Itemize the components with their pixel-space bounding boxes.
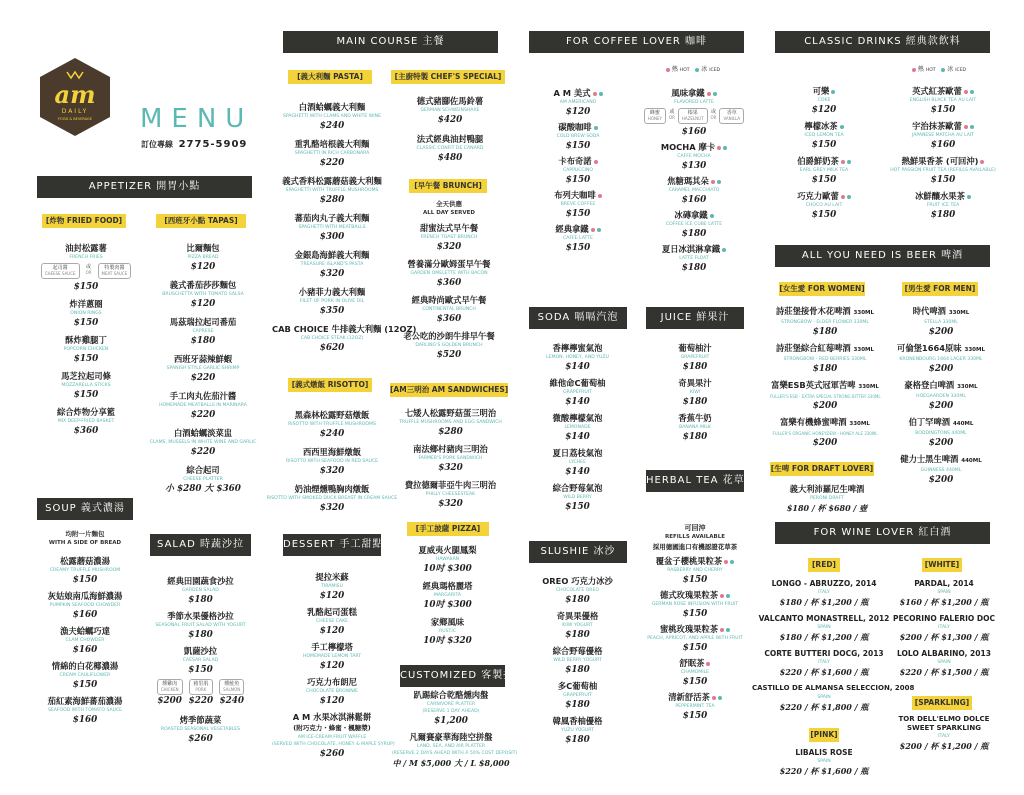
menu-item: 白酒蛤蠣淡菜盅 CLAMS, MUSSELS IN WHITE WINE AND GARLIC $220 [149, 428, 257, 457]
menu-item: TOR DELL'ELMO DOLCE SWEET SPARKLING ITALY $200 / 杯 $1,200 / 瓶 [898, 715, 990, 751]
menu-item: 奶油煙燻鴨胸肉燉飯 RISOTTO WITH SMOKED DUCK BREAST IN CREAM SAUCE $320 [266, 484, 398, 513]
menu-item: 西班牙蒜辣鮮蝦 SPANISH STYLE GARLIC SHRIMP $220 [166, 354, 240, 383]
menu-item: LONGO - ABRUZZO, 2014 ITALY $180 / 杯 $1,200 / 瓶 [771, 579, 877, 607]
menu-item: 義式番茄莎莎麵包 BRUSCHETTA WITH TOMATO SALSA $120 [162, 280, 244, 309]
brunch-list: 全天供應 ALL DAY SERVED 甜蜜法式早午餐 FRENCH TOAST BRUNCH $320 營養滿分歐姆蛋早午餐 GARDEN OMELETTE WITH BACON $360 經典時尚歐式早午餐 CONTINENTAL BRUNCH $360 老公吃的沙朗牛排早午餐 DARLING'S GOLDEN BRUNCH $520 [393, 200, 505, 364]
men-label: [男生愛 FOR MEN] [902, 282, 978, 296]
menu-item: 風味拿鐵 FLAVORED LATTE 蜂蜜 HONEY 或 OR 榛果 HAZELNUT 或 OR 香草 VANILLA $160 [628, 88, 760, 138]
menu-item: 香蕉牛奶 BANANA MILK $180 [678, 413, 712, 442]
customized-list [392, 690, 518, 772]
menu-item: LOLO ALBARINO, 2013 SPAIN $220 / 杯 $1,500 / 瓶 [897, 649, 991, 677]
chef-label: [主廚特製 CHEF'S SPECIAL] [391, 70, 505, 84]
sauce-options [36, 263, 136, 279]
ice-dot-icon [941, 68, 945, 72]
logo-subtext: DAILY [61, 108, 89, 115]
menu-item: 時代啤酒 330ML STELLA 330ML $200 [912, 306, 970, 337]
menu-item: 英式紅茶歐蕾 ENGLISH BLACK TEA AU LAIT $150 [909, 86, 977, 115]
ice-dot-icon [726, 628, 730, 632]
beer-men-list [886, 306, 996, 489]
herbal-tea-header: HERBAL TEA 花草茶 [646, 470, 744, 492]
option-cheese-sauce: 起司醬 CHEESE SAUCE [41, 263, 80, 279]
menu-item: 舒眠茶 CHAMOMILE $150 [679, 658, 710, 687]
menu-item: 蜜桃玫瑰果粒茶 PEACH, APRICOT, AND APPLE WITH FRUIT $150 [647, 624, 743, 653]
brunch-label: [早午餐 BRUNCH] [409, 179, 487, 193]
option-or: 或 OR [710, 109, 717, 120]
menu-item: 甜蜜法式早午餐 FRENCH TOAST BRUNCH $320 [419, 223, 479, 252]
ice-dot-icon [723, 146, 727, 150]
risotto-list [262, 410, 402, 517]
menu-item: 義式香料松露蘑菇義大利麵 SPAGHETTI WITH TRUFFLE MUSHROOMS $280 [282, 176, 382, 205]
menu-item: 炸洋蔥圈 ONION RINGS $150 [69, 299, 103, 328]
menu-item: PECORINO FALERIO DOC ITALY $200 / 杯 $1,300 / 瓶 [893, 614, 995, 642]
menu-item: 奇異果優格 KIWI YOGURT $180 [556, 611, 599, 640]
hot-dot-icon [598, 194, 602, 198]
menu-item: 碳酸咖啡 COLD BREW SODA $150 [556, 122, 600, 151]
ice-dot-icon [695, 68, 699, 72]
menu-item: 白酒蛤蠣義大利麵 SPAGHETTI WITH CLAMS AND WHITE WINE $240 [282, 102, 382, 131]
menu-item: 德式豬腳佐馬鈴薯 GERMAN SCHWEINSHAXE $420 [416, 96, 484, 125]
hot-dot-icon [591, 228, 595, 232]
soda-header: SODA 嗝嗝汽泡 [529, 307, 627, 329]
menu-item: 七矮人松露野菇蛋三明治 TRUFFLE MUSHROOMS AND EGG SANDWICH $280 [399, 408, 502, 437]
hot-dot-icon [707, 92, 711, 96]
menu-item: 巧克力歐蕾 CHOCO AU LAIT $150 [772, 191, 876, 221]
menu-item: 義大利沛羅尼生啤酒 PERONI DRAFT $180 / 杯 $680 / 壺 [786, 484, 868, 513]
risotto-label: [義式燉飯 RISOTTO] [288, 378, 372, 392]
juice-list [640, 343, 750, 446]
ice-dot-icon [722, 248, 726, 252]
sandwich-list [393, 408, 508, 513]
menu-item: 富樂有機蜂蜜啤酒 330ML FULLER'S ORGANIC HONEYDEW - HONEY ALE 330ML $200 [772, 417, 878, 448]
hot-dot-icon [594, 160, 598, 164]
menu-item: 伯爵鮮奶茶 EARL GREY MILK TEA $150 [772, 156, 876, 186]
pizza-list [395, 545, 500, 650]
menu-item: 檸檬冰茶 ICED LEMON TEA $150 [804, 121, 844, 150]
beer-header: ALL YOU NEED IS BEER 啤酒 [775, 245, 990, 267]
menu-title: MENU [140, 104, 254, 134]
menu-item: 健力士黑生啤酒 440ML GUINNESS 440ML $200 [900, 454, 982, 485]
herbal-list: 可回沖 REFILLS AVAILABLE 採用德國進口有機認證花草茶 覆盆子櫻桃果粒茶 RASBERRY AND CHERRY $150 德式玫瑰果粒茶 GERMAN ROSE INFUSION WITH FRUIT $150 蜜桃玫瑰果粒茶 PEACH, APRICOT, AND APPLE WITH FRUIT $150 舒眠茶 CHAMOMILE $150 清新舒活茶 PEPPERMINT TEA $150 [628, 523, 762, 725]
menu-item: PARDAL, 2014 SPAIN $160 / 杯 $1,200 / 瓶 [899, 579, 989, 607]
menu-item: 茄紅素海鮮蕃茄濃湯 SEAFOOD WITH TOMATO SAUCE $160 [47, 696, 123, 725]
menu-item: 清新舒活茶 PEPPERMINT TEA $150 [628, 692, 762, 722]
addon-pork: 豬里肌 PORK $220 [188, 681, 214, 706]
option-hazelnut: 榛果 HAZELNUT [678, 108, 708, 124]
coffee-header: FOR COFFEE LOVER 咖啡 [529, 31, 744, 53]
addon-chicken: 燻雞肉 CHICKEN $200 [157, 681, 182, 706]
menu-item: 手工肉丸佐茄汁醬 HOMEMADE MEATBALLS IN MARINARA $220 [159, 391, 247, 420]
menu-item: 卡布奇諾 CAPPUCCINO $150 [530, 156, 626, 186]
option-honey: 蜂蜜 HONEY [644, 108, 666, 124]
wine-sparkling-list [892, 715, 996, 755]
soup-header: SOUP 義式濃湯 [37, 498, 133, 520]
hot-dot-icon [666, 68, 670, 72]
hot-dot-icon [712, 696, 716, 700]
ice-dot-icon [847, 160, 851, 164]
hot-dot-icon [711, 180, 715, 184]
coffee-right-list [628, 88, 760, 277]
menu-item: CORTE BUTTERI DOCG, 2013 ITALY $220 / 杯 $1,600 / 瓶 [764, 649, 884, 677]
hot-dot-icon [706, 662, 710, 666]
reservation-phone [141, 139, 247, 150]
menu-item: 金銀島海鮮義大利麵 TREASURE ISLAND'S PASTA $320 [294, 250, 370, 279]
soda-list [525, 343, 630, 516]
classic-drinks-header: CLASSIC DRINKS 經典款飲料 [775, 31, 990, 53]
menu-item: 法式經典油封鴨腿 CLASSIC CONFIT DE CANARD $480 [416, 134, 484, 163]
flavor-options [628, 108, 760, 124]
menu-item: LIBALIS ROSE SPAIN $220 / 杯 $1,600 / 瓶 [779, 748, 869, 776]
wine-white-list [892, 578, 996, 681]
hot-dot-icon [720, 628, 724, 632]
menu-item: 香檸檸蜜氣泡 LEMON, HONEY, AND YUZU $140 [546, 343, 609, 372]
menu-item: 家鄉風味 RUSTIC 10吋 $320 [423, 617, 472, 646]
phone-number: 2775-5909 [178, 139, 248, 150]
white-label: [WHITE] [922, 558, 962, 572]
ice-dot-icon [718, 696, 722, 700]
pink-label: [PINK] [809, 728, 839, 742]
wine-pink-list [752, 747, 896, 780]
beer-draft-list [775, 484, 879, 517]
slushie-list [525, 576, 630, 749]
logo-wordmark: am [54, 80, 96, 109]
customized-header: CUSTOMIZED 客製拼盤 [400, 665, 505, 687]
addon-salmon: 燻鮭魚 SALMON $240 [219, 681, 244, 706]
ice-dot-icon [710, 214, 714, 218]
dessert-header: DESSERT 手工甜點 [283, 534, 381, 556]
menu-item: 凡爾賽豪華海陸空拼盤 LAND, SEA, AND AIR PLATTER (RESERVE 2 DAYS AHEAD WITH A 50% COST DEPOSIT) 中 / M $5,000 大 / L $8,000 [392, 732, 518, 768]
menu-item: CASTILLO DE ALMANSA SELECCION, 2008 SPAIN $220 / 杯 $1,800 / 瓶 [752, 684, 915, 712]
ice-dot-icon [970, 90, 974, 94]
phone-label: 訂位專線 [141, 140, 173, 149]
juice-header: JUICE 鮮果汁 [646, 307, 744, 329]
menu-item: 巧克力布朗尼 CHOCOLATE BROWNIE $120 [306, 677, 358, 706]
wine-red-list [752, 578, 915, 716]
sparkling-label: [SPARKLING] [912, 696, 972, 710]
menu-item: 西西里海鮮燉飯 RISOTTO WITH SEAFOOD IN RED SAUCE $320 [285, 447, 379, 476]
menu-item: 冰鮮釀水果茶 FRUIT ICE TEA $180 [880, 191, 1006, 221]
red-label: [RED] [808, 558, 840, 572]
menu-item: 焦糖瑪其朵 CARAMEL MACCHIATO $160 [667, 176, 720, 205]
option-or: 或 OR [668, 109, 675, 120]
menu-item: 老公吃的沙朗牛排早午餐 DARLING'S GOLDEN BRUNCH $520 [403, 331, 495, 360]
menu-item: 松露蘑菇濃湯 CREAMY TRUFFLE MUSHROOM $150 [49, 556, 121, 585]
ice-dot-icon [967, 195, 971, 199]
menu-item: CAB CHOICE 牛排義大利麵 (12OZ) CAB CHOICE STEAK (12OZ) $620 [272, 324, 417, 353]
brand-logo [37, 56, 113, 138]
menu-item: 綜合野莓氣泡 WILD BERRY $150 [552, 483, 603, 512]
menu-item: 馬芝拉起司條 MOZZARELLA STICKS $150 [61, 371, 111, 400]
menu-item: 手工檸檬塔 HOMEMADE LEMON TART $120 [302, 642, 362, 671]
menu-item: 小豬菲力義大利麵 FILET OF PORK IN OLIVE OIL $350 [298, 287, 366, 316]
menu-item: 宇治抹茶歐蕾 JAPANESE MATCHA AU LAIT $160 [911, 121, 975, 150]
salad-addons [143, 679, 258, 707]
menu-item: 費拉德爾菲亞牛肉三明治 PHILLY CHEESESTEAK $320 [404, 480, 497, 509]
menu-item: 可樂 COKE $120 [811, 86, 837, 115]
hot-dot-icon [841, 195, 845, 199]
soup-list: 均附一片麵包 WITH A SIDE OF BREAD 松露蘑菇濃湯 CREAMY TRUFFLE MUSHROOM $150 灰姑娘南瓜海鮮濃湯 PUMPKIN SEAFOOD CHOWDER $160 漁夫蛤蠣巧達 CLAM CHOWDER $160 情綿的白花椰濃湯 CREAM CAULIFLOWER $150 茄紅素海鮮蕃茄濃湯 SEAFOOD WITH TOMATO SAUCE $160 [30, 530, 140, 729]
menu-item: 南法鄉村豬肉三明治 FARMER'S PORK SANDWICH $320 [413, 444, 488, 473]
ice-dot-icon [726, 594, 730, 598]
hot-dot-icon [593, 92, 597, 96]
appetizer-header: APPETIZER 開胃小點 [37, 176, 252, 198]
hot-dot-icon [912, 68, 916, 72]
menu-item: 綜合炸物分享籃 MIX DEEP-FRIED BASKET $360 [56, 407, 116, 436]
menu-item: 豪格登白啤酒 330ML HOEGAARDEN 330ML $200 [904, 380, 978, 411]
menu-item: 德式玫瑰果粒茶 GERMAN ROSE INFUSION WITH FRUIT $150 [651, 590, 739, 619]
ice-dot-icon [713, 92, 717, 96]
menu-item: 凱薩沙拉 CAESAR SALAD $150 [182, 646, 219, 675]
option-or: 或 OR [85, 264, 92, 275]
menu-item: VALCANTO MONASTRELL, 2012 SPAIN $180 / 杯 $1,200 / 瓶 [758, 614, 890, 642]
classic-right-list [880, 86, 1006, 224]
coffee-temp-legend: 熱 HOT 冰 ICED [664, 64, 720, 73]
dessert-list [272, 572, 395, 763]
hot-dot-icon [841, 160, 845, 164]
fried-list [36, 243, 136, 440]
menu-item: MOCHA 摩卡 CAFFE MOCHA $130 [628, 142, 760, 172]
tapas-list [148, 243, 258, 498]
menu-item: 可倫堡1664原味 330ML KRONENBOURG 1664 LAGER 330ML $200 [897, 343, 985, 374]
ice-dot-icon [597, 228, 601, 232]
option-vanilla: 香草 VANILLA [719, 108, 744, 124]
menu-item: 詩莊堡接骨木花啤酒 330ML STRONGBOW - ELDER FLOWER 330ML $180 [775, 306, 875, 337]
ice-dot-icon [730, 560, 734, 564]
menu-item: A M 美式 AM AMERICANO $120 [530, 88, 626, 118]
menu-item: A M 水果冰淇淋鬆餅 (附巧克力・蜂蜜・楓糖漿) AM ICE-CREAM FRUIT WAFFLE (SERVED WITH CHOCOLATE, HONEY & MAPLE SYRUP) $260 [272, 712, 395, 759]
pasta-label: [義大利麵 PASTA] [288, 70, 372, 84]
logo-tagline: FOOD & BEVERAGE [58, 117, 92, 121]
ice-dot-icon [717, 180, 721, 184]
women-label: [女生愛 FOR WOMEN] [779, 282, 865, 296]
menu-item: 酥炸雞腿丁 POPCORN CHICKEN $150 [63, 335, 109, 364]
classic-temp-legend: 熱 HOT 冰 ICED [910, 64, 966, 73]
menu-item: 綜合野莓優格 WILD BERRY YOGURT $180 [552, 646, 603, 675]
ice-dot-icon [599, 92, 603, 96]
menu-item: 夏日荔枝氣泡 LYCHEE $140 [552, 448, 603, 477]
menu-item: 情綿的白花椰濃湯 CREAM CAULIFLOWER $150 [51, 661, 119, 690]
menu-item: 經典時尚歐式早午餐 CONTINENTAL BRUNCH $360 [411, 295, 487, 324]
menu-item: 重乳酪培根義大利麵 SPAGHETTI IN RICH CARBONARA $220 [294, 139, 370, 168]
menu-item: 冰磚拿鐵 COFFEE ICE CUBE LATTE $180 [665, 210, 723, 239]
menu-item: 乳酪起司蛋糕 CHEESE CAKE $120 [307, 607, 357, 636]
hot-dot-icon [720, 594, 724, 598]
ice-dot-icon [831, 90, 835, 94]
coffee-left-list [530, 88, 626, 257]
pasta-list [272, 102, 417, 357]
menu-item: 夏威夷火腿鳳梨 HAWAIIAN 10吋 $300 [418, 545, 477, 574]
classic-left-list [772, 86, 876, 224]
menu-item: 蕃茄肉丸子義大利麵 SPAGHETTI WITH MEATBALLS $300 [294, 213, 370, 242]
menu-item: 烤季節蔬菜 ROASTED SEASONAL VEGETABLES $260 [160, 715, 241, 744]
salad-list [143, 576, 258, 748]
sandwich-label: [AM三明治 AM SANDWICHES] [390, 383, 508, 397]
hot-dot-icon [964, 125, 968, 129]
menu-item: 營養滿分歐姆蛋早午餐 GARDEN OMELETTE WITH BACON $360 [407, 259, 491, 288]
menu-item: 比爾麵包 PIZZA BREAD $120 [186, 243, 220, 272]
fried-label: [炸物 FRIED FOOD] [42, 214, 126, 228]
menu-item: 維他命C葡萄柚 GRAPEFRUIT $140 [549, 378, 606, 407]
tapas-label: [西班牙小點 TAPAS] [156, 214, 246, 228]
draft-label: [生啤 FOR DRAFT LOVER] [770, 462, 874, 476]
beer-women-list [770, 306, 880, 452]
option-meat-sauce: 特製肉醬 MEAT SAUCE [98, 263, 132, 279]
menu-item: 熱鮮果香茶 (可回沖) HOT PASSION FRUIT TEA (REFILLS AVAILABLE) $150 [890, 156, 996, 185]
hot-dot-icon [717, 146, 721, 150]
menu-item: 富樂ESB英式冠軍苦啤 330ML FULLER'S ESB - EXTRA SPECIAL STRONG BITTER 330ML $200 [770, 380, 881, 411]
menu-item: 覆盆子櫻桃果粒茶 RASBERRY AND CHERRY $150 [628, 556, 762, 586]
main-course-header: MAIN COURSE 主餐 [283, 31, 498, 53]
menu-item: 漁夫蛤蠣巧達 CLAM CHOWDER $160 [60, 626, 110, 655]
ice-dot-icon [594, 126, 598, 130]
menu-item: 油封松露薯 FRENCH FRIES 起司醬 CHEESE SAUCE 或 OR 特製肉醬 MEAT SAUCE $150 [36, 243, 136, 293]
chef-list [395, 96, 505, 167]
menu-item: 布列夫咖啡 BREVE COFFEE $150 [530, 190, 626, 220]
ice-dot-icon [970, 125, 974, 129]
slushie-header: SLUSHIE 冰沙 [529, 541, 627, 563]
menu-item: 微酸檸檬氣泡 LEMONADE $140 [552, 413, 603, 442]
menu-item: 經典田園蔬食沙拉 GARDEN SALAD $180 [167, 576, 234, 605]
hot-dot-icon [980, 160, 984, 164]
menu-item: 季節水果優格沙拉 SEASONAL FRUIT SALAD WITH YOGURT $180 [155, 611, 246, 640]
menu-item: 馬茲瑞拉起司番茄 CAPRESE $180 [169, 317, 237, 346]
ice-dot-icon [840, 125, 844, 129]
pizza-label: [手工披薩 PIZZA] [407, 522, 489, 536]
menu-item: 趴踢綜合乾酪燻肉盤 CARNIVORE PLATTER (RESERVE 1 DAY AHEAD) $1,200 [413, 690, 489, 726]
menu-item: 葡萄柚汁 GRAPEFRUIT $180 [678, 343, 712, 372]
menu-item: 伯丁罕啤酒 440ML BODDINGTONS 440ML $200 [908, 417, 974, 448]
hot-dot-icon [964, 90, 968, 94]
menu-item: 黑森林松露野菇燉飯 RISOTTO WITH TRUFFLE MUSHROOMS $240 [288, 410, 376, 439]
ice-dot-icon [847, 195, 851, 199]
menu-item: 提拉米蘇 TIRAMISU $120 [315, 572, 349, 601]
menu-item: 多C葡萄柚 GRAPEFRUIT $180 [557, 681, 598, 710]
hot-dot-icon [724, 560, 728, 564]
wine-header: FOR WINE LOVER 紅白酒 [775, 522, 990, 544]
menu-item: 奇異果汁 KIWI $180 [678, 378, 712, 407]
menu-item: 夏日冰淇淋拿鐵 LATTE FLOAT $180 [628, 244, 760, 274]
menu-item: 綜合起司 CHEESE PLATTER 小 $280 大 $360 [165, 465, 241, 494]
menu-item: 灰姑娘南瓜海鮮濃湯 PUMPKIN SEAFOOD CHOWDER $160 [47, 591, 123, 620]
menu-item: OREO 巧克力冰沙 CHOCOLATE OREO $180 [542, 576, 613, 605]
menu-item: 經典瑪格麗塔 MARGARITA 10吋 $300 [422, 581, 473, 610]
salad-header: SALAD 時蔬沙拉 [150, 534, 251, 556]
menu-item: 經典拿鐵 CAFFE LATTE $150 [530, 224, 626, 254]
menu-item: 韓風香柚優格 YUZU YOGURT $180 [552, 716, 603, 745]
menu-item: 詩莊堡綜合紅莓啤酒 330ML STRONGBOW - RED BERRIES 330ML $180 [775, 343, 875, 374]
